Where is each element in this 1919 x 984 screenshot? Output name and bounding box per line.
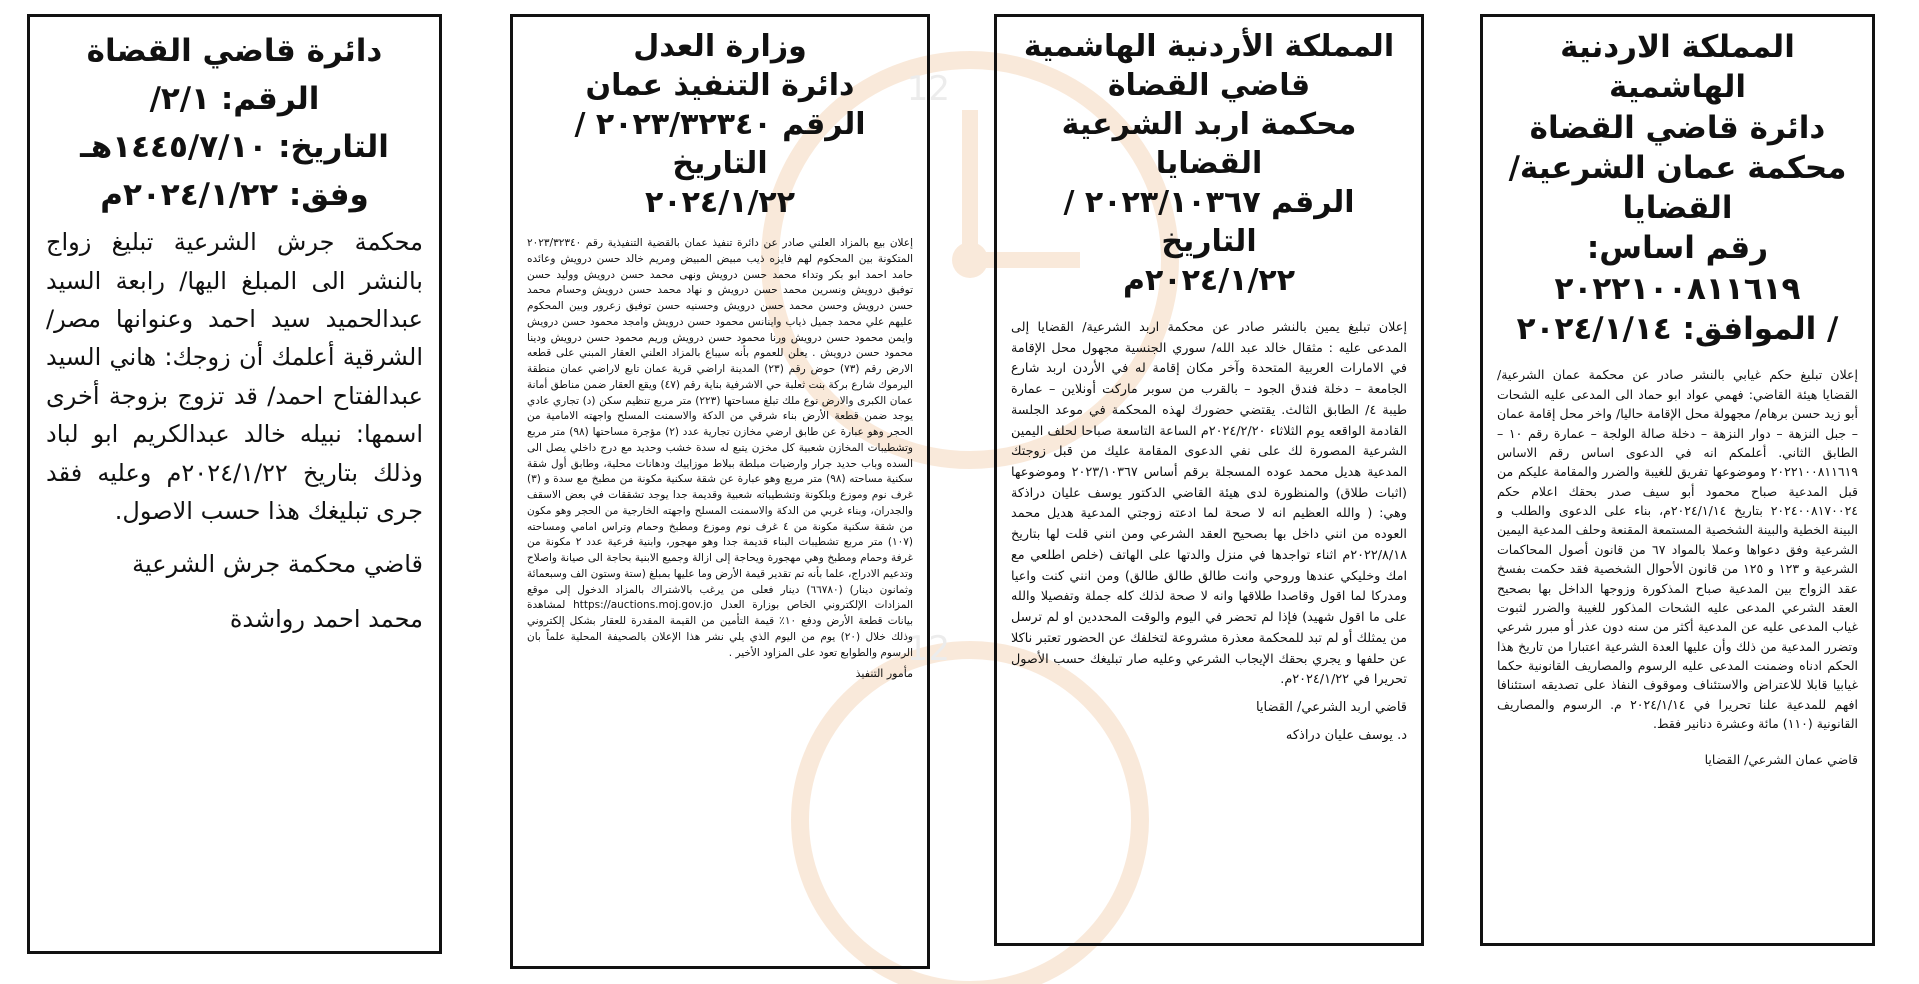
notice-header-line: ٢٠٢٤/١/٢٢م bbox=[1122, 263, 1296, 298]
notice-header-line: محكمة عمان الشرعية/ bbox=[1508, 149, 1847, 186]
notice-header-line: رقم اساس: ٢٠٢٢١٠٠٨١١٦١٩ bbox=[1554, 230, 1801, 307]
notice-body: إعلان تبليغ حكم غيابي بالنشر صادر عن محكمة عمان الشرعية/ القضايا هيئة القاضي: فهمي عواد ابو حماد الى المدعى عليه الشحات أبو زيد حسن برهام/ مجهولة محل الإقامة حاليا/ واخر محل إقامة عمان – جبل النزهة – دوار النزهة – دخلة صالة الولجة – عمارة رقم ١٠ – الطابق الثاني. أعلمكم انه في الدعوى اساس رقم الاساس ٢٠٢٢١٠٠٨١١٦١٩ وموضوعها تفريق للغيبة والضرر والمقامة عليكم من قبل المدعية صباح محمود أبو سيف صدر بحقك اعلام حكم ٢٠٢٤٠٠٨١٧٠٠٢٤ بتاريخ ٢٠٢٤/١/١٤م، بناء على الدعوى والطلب و البينة الخطية والبينة الشخصية المستمعة المقنعة وحلف المدعية اليمين الشرعية وفق دعواها وعملا بالمواد ٦٧ من قانون أصول المحاكمات الشرعية و ١٢٣ و ١٢٥ من قانون الأحوال الشخصية فقد حكمت بفسخ عقد الزواج بين المدعية صباح المذكورة وزوجها الداخل بها بصحيح العقد الشرعي المدعى عليه الشحات المذكور للغيبة والضرر لثبوت غياب المدعى عليه عن المدعية أكثر من سنه دون عذر أو مبرر شرعي وتضرر المدعية من ذلك وأن عليها العدة الشرعية اعتبارا من تاريخ هذا الحكم ادناه وضمنت المدعى عليه الرسوم والمصاريف القانونية حكما غيابيا قابلا للاعتراض والاستئناف وموقوف النفاذ على تصديقه استئنافا افهم للمدعية علنا تحريرا في ٢٠٢٤/١/١٤ م. الرسوم والمصاريف القانونية (١١٠) مائة وعشرة دنانير فقط. bbox=[1497, 367, 1858, 732]
notice-header-line: محكمة اربد الشرعية القضايا bbox=[1061, 107, 1357, 181]
notice-signature: محمد احمد رواشدة bbox=[229, 605, 423, 634]
notice-header-line: القضايا bbox=[1622, 190, 1733, 227]
notice-jerash-sharia-court bbox=[27, 14, 442, 954]
notice-body: إعلان تبليغ يمين بالنشر صادر عن محكمة اربد الشرعية/ القضايا إلى المدعى عليه : مثقال خالد عبد الله/ سوري الجنسية مجهول محل الإقامة في الامارات العربية المتحدة وآخر مكان إقامة له في الأردن اربد شارع الجامعة – دخلة فندق الجود – بالقرب من سوبر ماركت أونلاين – عمارة طيبة ٤/ الطابق الثالث. يقتضي حضورك لهذه المحكمة في موعد الجلسة القادمة الواقعه يوم الثلاثاء ٢٠٢٤/٢/٢٠م الساعة التاسعة صباحا لحلف اليمين الشرعية المصورة لك على نفي الدعوى المقامة عليك من قبل زوجتك المدعية هديل محمد عوده المسجلة برقم أساس ٢٠٢٣/١٠٣٦٧ وموضوعها (اثبات طلاق) والمنظورة لدى هيئة القاضي الدكتور يوسف عليان دراذكة وهي: ( والله العظيم انه لا صحة لما ادعته زوجتي المدعية هديل محمد العوده من انني داخل بها بصحيح العقد الشرعي ومن انني قلت لها بتاريخ ٢٠٢٢/٨/١٨م اثناء تواجدها في منزل والدتها على الهاتف (خلص اطلعي مع امك وخليكي عندها وروحي وانت طالق طالق طالق) ومن انني كنت واعيا ومدركا لما اقول وقاصدا طلاقها وانه لا صحة لذلك كله جملة وتفصيلا والله على ما اقول شهيد) فإذا لم تحضر في اليوم والوقت المحددين او لم ترسل من يمثلك أو لم تبد للمحكمة معذرة مشروعة لتخلفك عن الحضور تعتبر ناكلا عن حلفها و يجري بحقك الإيجاب الشرعي وعليه صار تبليغك حسب الأصول تحريرا في ٢٠٢٤/١/٢٢م. bbox=[1011, 320, 1408, 688]
notice-signature: قاضي اربد الشرعي/ القضايا bbox=[1255, 699, 1407, 715]
notice-justice-auction bbox=[510, 14, 930, 969]
notice-signature: قاضي محكمة جرش الشرعية bbox=[132, 550, 423, 579]
notice-header-line: دائرة قاضي القضاة bbox=[1529, 109, 1826, 146]
notice-header-line: الرقم ٢٠٢٣/١٠٣٦٧ / التاريخ bbox=[1063, 185, 1355, 259]
notice-header-line: الرقم ٢٠٢٣/٣٢٣٤٠ / التاريخ bbox=[574, 107, 866, 181]
notice-signature: د. يوسف عليان دراذكه bbox=[1285, 728, 1407, 744]
notice-header-line: دائرة التنفيذ عمان bbox=[585, 68, 855, 103]
notice-amman-sharia-court bbox=[1480, 14, 1875, 946]
notice-header-line: وزارة العدل bbox=[633, 29, 807, 64]
notice-header-line: وفق: ٢٠٢٤/١/٢٢م bbox=[100, 177, 369, 214]
notice-header-line: المملكة الاردنية الهاشمية bbox=[1560, 29, 1795, 106]
svg-text:12: 12 bbox=[906, 69, 950, 109]
notice-header-line: ٢٠٢٤/١/٢٢ bbox=[644, 185, 796, 220]
notice-signature: مأمور التنفيذ bbox=[855, 667, 913, 681]
notice-body: محكمة جرش الشرعية تبليغ زواج بالنشر الى المبلغ اليها/ رابعة السيد عبدالحميد سيد احمد وعنوانها مصر/ الشرقية أعلمك أن زوجك: هاني السيد عبدالفتاح احمد/ قد تزوج بزوجة أخرى اسمها: نبيله خالد عبدالكريم ابو لباد وذلك بتاريخ ٢٠٢٤/١/٢٢م وعليه فقد جرى تبليغك هذا حسب الاصول. bbox=[46, 228, 423, 525]
notice-body: إعلان بيع بالمزاد العلني صادر عن دائرة تنفيذ عمان بالقضية التنفيذية رقم ٢٠٢٣/٣٢٣٤٠ المتكونة بين المحكوم لهم فايزه ذيب مبيض المبيض ومريم خالد حسن درويش وعائده حامد احمد ابو بكر وتداء محمد حسن درويش ونهى محمد حسن درويش ووليد حسن توفيق درويش ونسرين محمد حسن درويش و نهاد محمد حسن درويش وحسام محمد حسن درويش وحسن محمد حسن درويش وحسنيه حسن توفيق زعرور وبين المحكوم عليهم علي محمد جميل ذياب واينانس محمود حسن درويش وامجد محمود حسن درويش وايمن محمود حسن درويش ورنا محمود حسن درويش وريم محمود حسن درويش ودينا محمود حسن درويش . يعلن للعموم بأنه سيباع بالمزاد العلني العقار المبني على قطعه الارض رقم (٧٣) حوض رقم (٢٣) المدينة اراضي قرية عمان تابع لاراضي عمان منطقة اليرموك شارع بركة بنت ثعلبة حي الاشرفية بناية رقم (٤٧) ويقع العقار ضمن مناطق أمانة عمان الكبرى والارض نوع ملك تبلغ مساحتها (٢٢٣) متر مربع تنظيم سكن (د) تجاري عادي يوجد ضمن قطعة الأرض بناء شرقي من الدكة والاسمنت المسلح واجهته الامامية من الحجر وهو عبارة عن طابق ارضي مخازن تجارية عدد (٢) مؤجرة مساحتها (٩٨) متر مربع وتشطيبات المخازن شعبية كل مخزن يتبع له سدة خشب وحديد مع درج داخلي يصل الى السده وباب حديد جرار وارضيات مبلطة ببلاط موزاييك ودهانات محلية، وطابق أول شقة سكنية مساحته (٩٨) متر مربع وهو عبارة عن شقة سكنية مكونة من مطبخ مع سدة و (٣) غرف نوم وموزع وبلكونة وتشطيباته شعبية وقديمة جدا يوجد تشققات في بعض الاسقف والجدران، وبناء غربي من الدكة والاسمنت المسلح واجهته الخارجية من الحجر وهو مكون من شقة سكنية مكونة من ٤ غرف نوم وموزع ومطبخ وحمام وتراس امامي ومساحته (١٠٧) متر مربع تشطيبات البناء قديمة جدا وهو مهجور، وابنية فرعية عدد ٢ مكونة من غرفة وحمام ومطبخ وهي مهجورة ويحاجة إلى ازالة وجميع الابنية بحاجة الى صيانة واصلاح وتدعيم الادراج، علما بأنه تم تقدير قيمة الأرض وما عليها بمبلغ (ستة وستون الف وسبعمائة وثمانون دينار) (٦٦٧٨٠) دينار فعلى من يرغب بالاشتراك بالمزاد الدخول إلى موقع المزادات الإلكتروني الخاص بوزارة العدل https://auctions.moj.gov.jo لمشاهدة بيانات قطعة الأرض ودفع ١٠٪ قيمة التأمين من القيمة المقدرة للعقار بشكل إلكتروني وذلك خلال (٢٠) يوم من اليوم الذي يلي نشر هذا الإعلان بالصحيفة المحلية علماً بان الرسوم والطوابع تعود على المزاود الأخير . bbox=[527, 237, 914, 659]
notice-header-line: الرقم: ٢/١/ bbox=[149, 81, 320, 118]
notice-header-line: المملكة الأردنية الهاشمية bbox=[1023, 29, 1395, 64]
svg-text:12: 12 bbox=[906, 629, 950, 669]
notice-header-line: دائرة قاضي القضاة bbox=[86, 33, 383, 69]
notice-header-line: قاضي القضاة bbox=[1107, 68, 1311, 103]
notice-irbid-sharia-court bbox=[994, 14, 1424, 946]
notice-header-line: التاريخ: ١٤٤٥/٧/١٠هـ bbox=[80, 129, 389, 166]
notice-signature: قاضي عمان الشرعي/ القضايا bbox=[1704, 751, 1858, 767]
notice-header-line: / الموافق: ٢٠٢٤/١/١٤ bbox=[1516, 311, 1839, 348]
